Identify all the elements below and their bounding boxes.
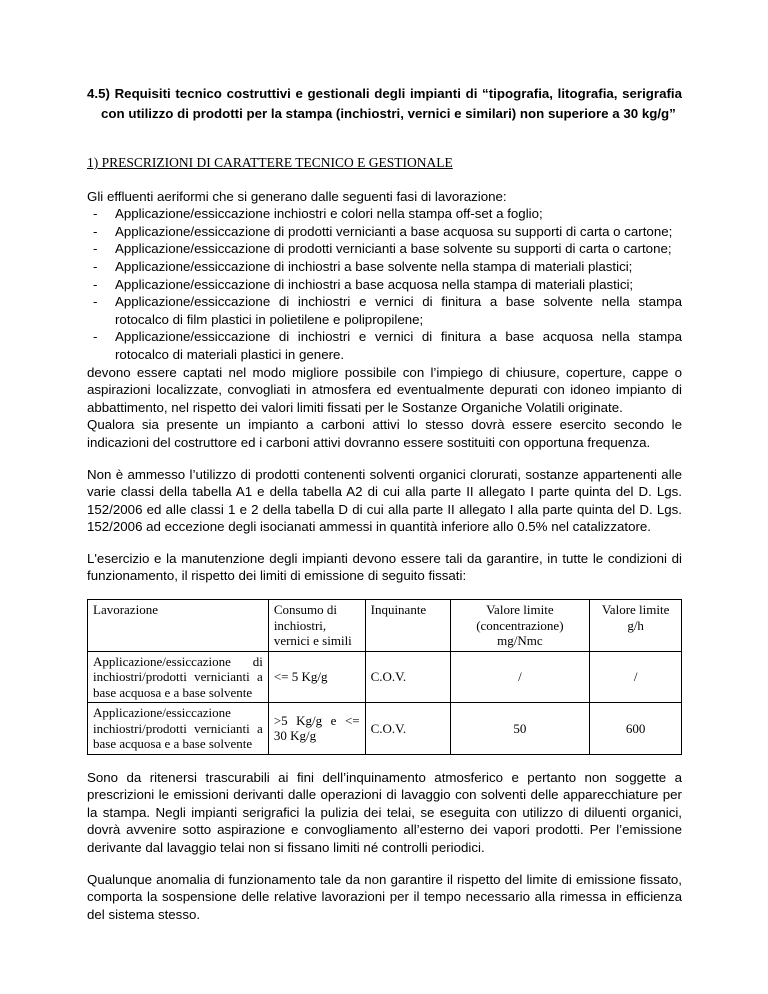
- list-item: - Applicazione/essiccazione di prodotti vernicianti a base solvente su supporti di carta o cartone;: [93, 241, 672, 257]
- intro-text: Gli effluenti aeriformi che si generano dalle seguenti fasi di lavorazione:: [87, 188, 507, 204]
- table-header-row: [88, 600, 682, 652]
- process-list: [87, 205, 682, 363]
- cell-lavorazione: Applicazione/essiccazione inchiostri/prodotti vernicianti a base acquosa e a base solvente: [88, 703, 269, 755]
- header-lavorazione: Lavorazione: [88, 600, 269, 652]
- header-consumo: Consumo di inchiostri, vernici e simili: [268, 600, 365, 652]
- list-item: - Applicazione/essiccazione di inchiostri a base solvente nella stampa di materiali plastici;: [93, 258, 633, 274]
- table-row: [88, 651, 682, 703]
- header-inquinante: Inquinante: [365, 600, 450, 652]
- emission-limits-table: [87, 599, 682, 755]
- list-item: - Applicazione/essiccazione di inchiostri e vernici di finitura a base acquosa nella stampa rotocalco di materiali plastici in genere.: [93, 329, 682, 362]
- cell-consumo: >5 Kg/g e <= 30 Kg/g: [268, 703, 365, 755]
- header-valore-gh: Valore limite g/h: [590, 600, 682, 652]
- cell-inquinante: C.O.V.: [365, 651, 450, 703]
- solvents-paragraph: Non è ammesso l’utilizzo di prodotti contenenti solventi organici clorurati, sostanze appartenenti alle varie classi della tabella A1 e della tabella A2 di cui alla parte II allegato I parte quinta del D. Lgs. 152/2006 ed alle classi 1 e 2 della tabella D di cui alla parte II allegato I alla parte quinta del D. Lgs. 152/2006 ad eccezione degli isocianati ammessi in quantità inferiore allo 0.5% nel catalizzatore.: [87, 466, 682, 535]
- table-row: [88, 703, 682, 755]
- cell-valore-gh: 600: [590, 703, 682, 755]
- cell-valore-concentrazione: /: [450, 651, 590, 703]
- anomaly-paragraph: Qualunque anomalia di funzionamento tale da non garantire il rispetto del limite di emissione fissato, comporta la sospensione delle relative lavorazioni per il tempo necessario alla rimessa in efficienza del sistema stesso.: [87, 871, 682, 922]
- list-item: - Applicazione/essiccazione di inchiostri e vernici di finitura a base solvente nella stampa rotocalco di film plastici in polietilene e polipropilene;: [93, 294, 682, 327]
- document-title: 4.5) Requisiti tecnico costruttivi e gestionali degli impianti di “tipografia, litografia, serigrafia con utilizzo di prodotti per la stampa (inchiostri, vernici e similari) non superiore a 30 kg/g”: [87, 86, 682, 121]
- cell-inquinante: C.O.V.: [365, 703, 450, 755]
- operation-paragraph: L'esercizio e la manutenzione degli impianti devono essere tali da garantire, in tutte le condizioni di funzionamento, il rispetto dei limiti di emissione di seguito fissati:: [87, 550, 682, 584]
- header-valore-concentrazione: Valore limite (concentrazione) mg/Nmc: [450, 600, 590, 652]
- list-item: - Applicazione/essiccazione di inchiostri a base acquosa nella stampa di materiali plastici;: [93, 276, 634, 292]
- cell-lavorazione: Applicazione/essiccazione di inchiostri/prodotti vernicianti a base acquosa e a base solvente: [88, 651, 269, 703]
- carbon-paragraph: Qualora sia presente un impianto a carboni attivi lo stesso dovrà essere esercito secondo le indicazioni del costruttore ed i carboni attivi dovranno essere sostituiti con opportuna frequenza.: [87, 417, 682, 450]
- cell-valore-gh: /: [590, 651, 682, 703]
- cell-consumo: <= 5 Kg/g: [268, 651, 365, 703]
- cell-valore-concentrazione: 50: [450, 703, 590, 755]
- section-heading: 1) PRESCRIZIONI DI CARATTERE TECNICO E GESTIONALE: [87, 155, 453, 170]
- list-item: - Applicazione/essiccazione di prodotti vernicianti a base acquosa su supporti di carta o cartone;: [93, 223, 673, 239]
- washing-paragraph: Sono da ritenersi trascurabili ai fini dell’inquinamento atmosferico e pertanto non soggette a prescrizioni le emissioni derivanti dalle operazioni di lavaggio con solventi delle apparecchiature per la stampa. Negli impianti serigrafici la pulizia dei telai, se eseguita con utilizzo di diluenti organici, dovrà avvenire sotto aspirazione e convogliamento all’esterno dei vapori prodotti. Per l’emissione derivante dal lavaggio telai non si fissano limiti né controlli periodici.: [87, 769, 682, 855]
- capture-paragraph: devono essere captati nel modo migliore possibile con l’impiego di chiusure, coperture, cappe o aspirazioni localizzate, convogliati in atmosfera ed eventualmente depurati con idoneo impianto di abbattimento, nel rispetto dei valori limiti fissati per le Sostanze Organiche Volatili originate.: [87, 364, 682, 415]
- list-item: - Applicazione/essiccazione inchiostri e colori nella stampa off-set a foglio;: [93, 206, 543, 222]
- document-page: [87, 84, 682, 923]
